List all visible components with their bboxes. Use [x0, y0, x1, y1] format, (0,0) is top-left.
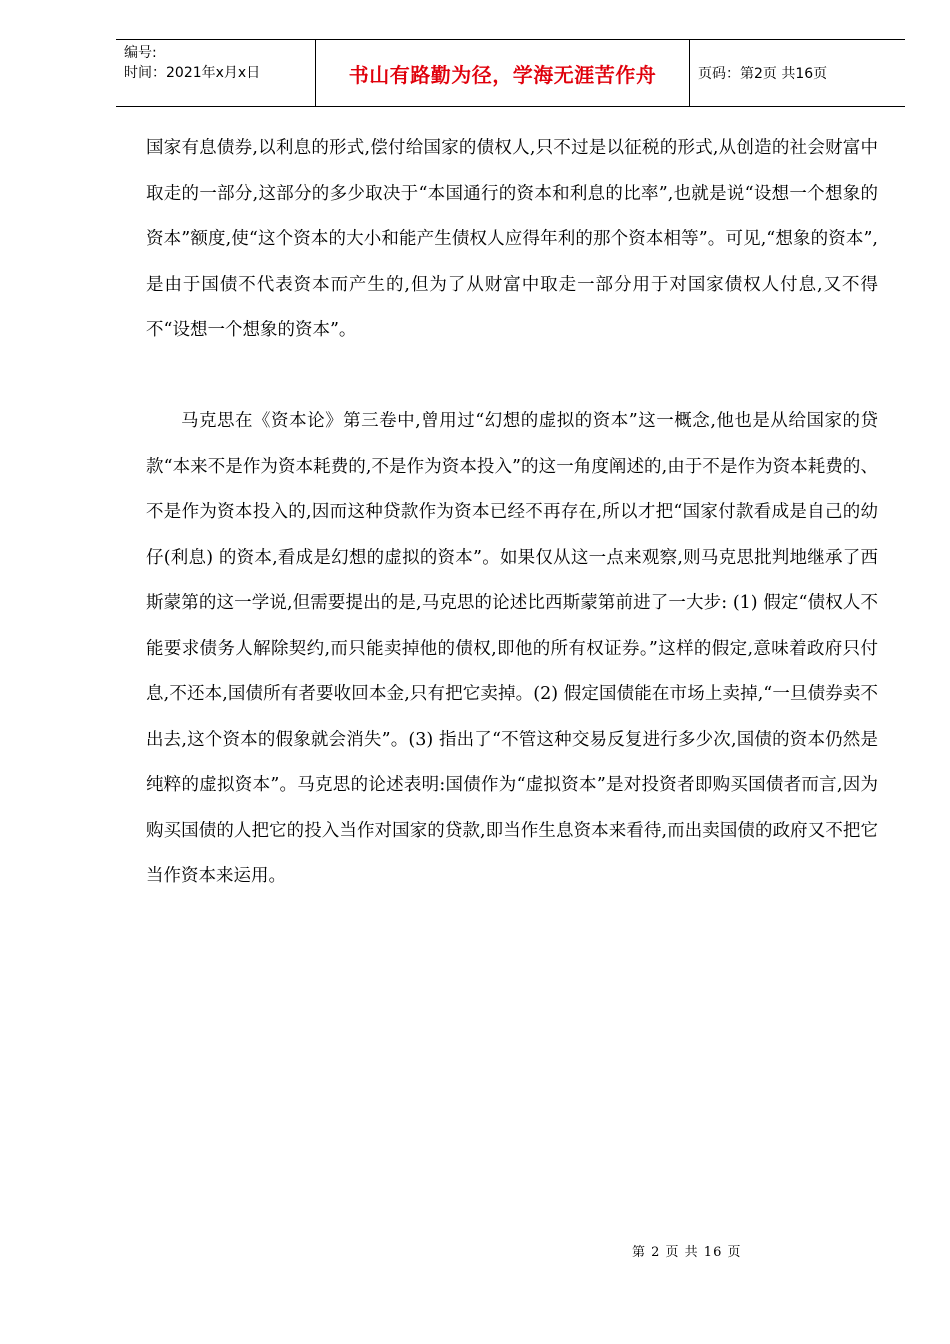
page-header [116, 39, 905, 107]
header-page-info: 页码：第2页 共16页 [698, 66, 828, 82]
document-number-label: 编号: [124, 45, 157, 61]
body-text [146, 126, 878, 900]
document-date: 时间：2021年x月x日 [124, 65, 261, 81]
page-footer: 第 2 页 共 16 页 [632, 1245, 742, 1260]
header-motto: 书山有路勤为径，学海无涯苦作舟 [316, 40, 690, 106]
paragraph: 马克思在《资本论》第三卷中,曾用过“幻想的虚拟的资本”这一概念,他也是从给国家的贷款“本来不是作为资本耗费的,不是作为资本投入”的这一角度阐述的,由于不是作为资本耗费的、不是作为资本投入的,因而这种贷款作为资本已经不再存在,所以才把“国家付款看成是自己的幼仔(利息) 的资本,看成是幻想的虚拟的资本”。如果仅从这一点来观察,则马克思批判地继承了西斯蒙第的这一学说,但需要提出的是,马克思的论述比西斯蒙第前进了一大步: (1) 假定“债权人不能要求债务人解除契约,而只能卖掉他的债权,即他的所有权证券。”这样的假定,意味着政府只付息,不还本,国债所有者要收回本金,只有把它卖掉。(2) 假定国债能在市场上卖掉,“一旦债券卖不出去,这个资本的假象就会消失”。(3) 指出了“不管这种交易反复进行多少次,国债的资本仍然是纯粹的虚拟资本”。马克思的论述表明:国债作为“虚拟资本”是对投资者即购买国债者而言,因为购买国债的人把它的投入当作对国家的贷款,即当作生息资本来看待,而出卖国债的政府又不把它当作资本来运用。 [146, 411, 878, 886]
paragraph: 国家有息债券,以利息的形式,偿付给国家的债权人,只不过是以征税的形式,从创造的社会财富中取走的一部分,这部分的多少取决于“本国通行的资本和利息的比率”,也就是说“设想一个想象的资本”额度,使“这个资本的大小和能产生债权人应得年利的那个资本相等”。可见,“想象的资本”,是由于国债不代表资本而产生的,但为了从财富中取走一部分用于对国家债权人付息,又不得不“设想一个想象的资本”。 [146, 138, 878, 340]
header-meta [116, 40, 316, 106]
